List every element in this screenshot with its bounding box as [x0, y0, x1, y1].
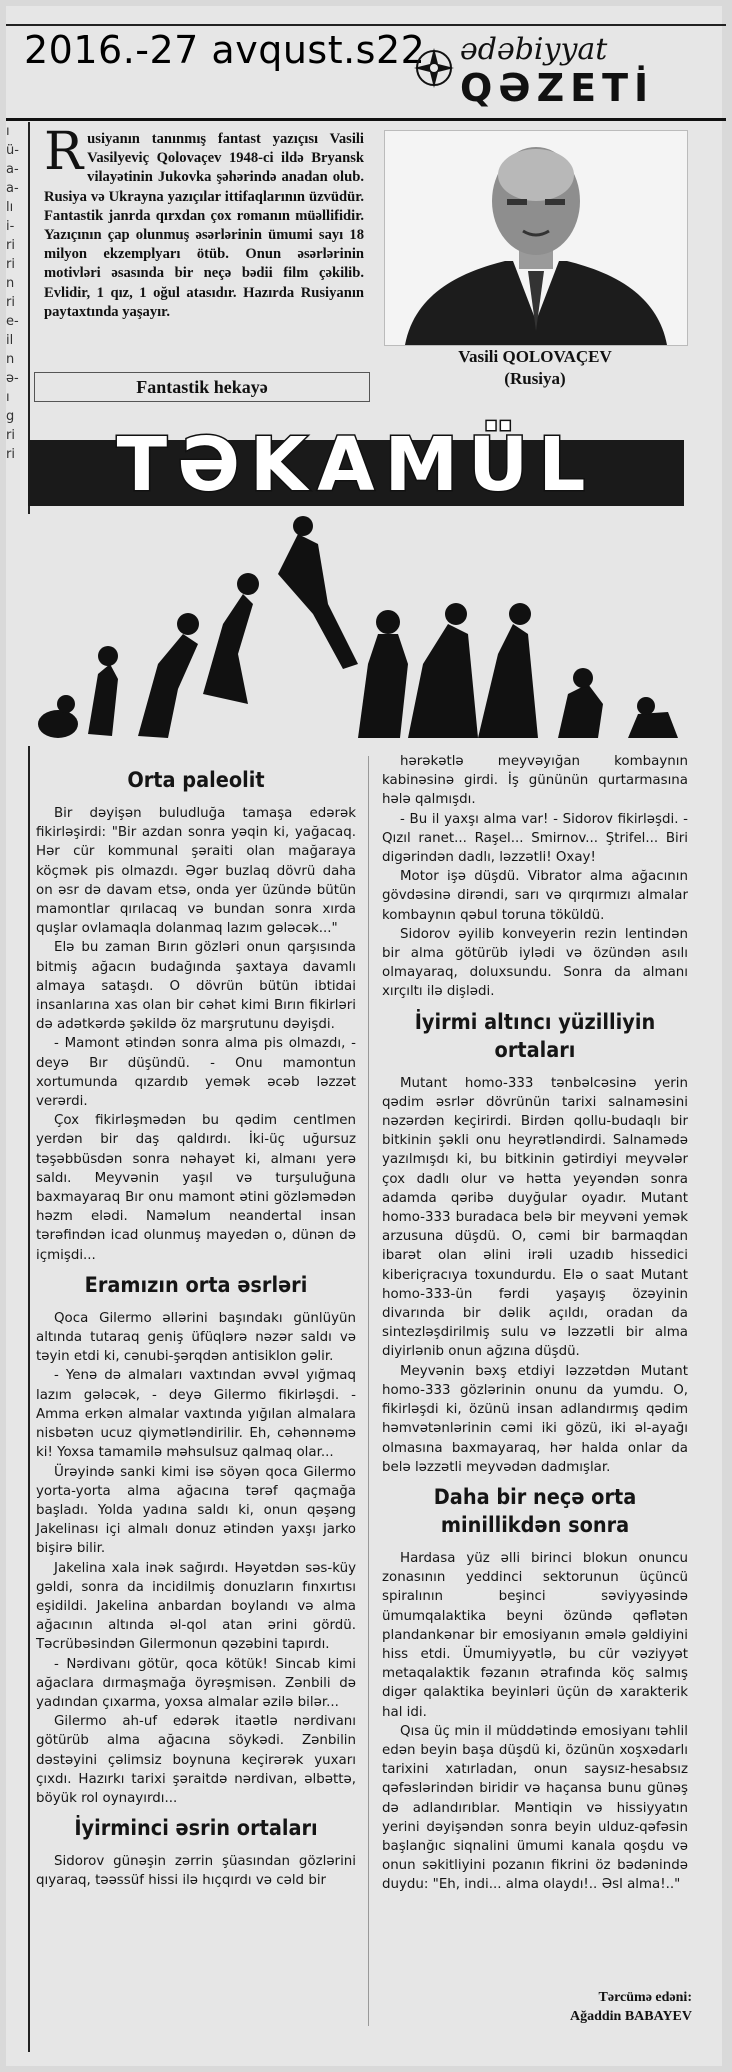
strip-fragment: e-: [6, 314, 19, 329]
paragraph: Qısa üç min il müddətində emosiyanı təhlil edən beyin başa düşdü ki, özünün xoşxədarlı tarixini xatırladan, onun saysız-hesabsız qəfəslərindən biridir və haçansa bunu günəş də adlandırıblar. Məntiqin və hissiyyatın yerini dəyişəndən sonra beyin ulduz-qəfəsin başlanğıc siqnalini ümumi kanala qoşdu və onun səkitliyini pozanın fikrini öz bədənində duydu: "Eh, indi... alma olaydı!.. Əsl alma!..": [382, 1723, 688, 1893]
strip-fragment: [6, 483, 28, 502]
strip-fragment: g: [6, 409, 15, 424]
paragraph: Jakelina xala inək sağırdı. Həyətdən səs-küy gəldi, sonra da incidilmiş donuzların fınxırtısı eşidildi. Jakelina anbardan boylandı və alma ağacının altında əl-qol atan ərini gördü. Təcrübəsindən Gilermonun qəzəbini tapırdı.: [36, 1560, 356, 1653]
paragraph: Gilermo ah-uf edərək itaətlə nərdivanı götürüb alma ağacına söykədi. Zənbilin dəstəyini çəlimsiz boynuna keçirərək yuxarı çıxdı. Hazırkı tarixi şəraitdə nərdivan, əlbəttə, böyük rol oynayırdı...: [36, 1714, 356, 1806]
strip-fragment: ı: [6, 390, 10, 405]
logo-top-text: ədəbiyyat: [460, 32, 608, 67]
translator-label: Tərcümə edəni:: [598, 1990, 692, 2005]
top-rule: [6, 24, 726, 26]
strip-fragment: ri: [6, 428, 15, 443]
strip-fragment: ri: [6, 447, 15, 462]
strip-fragment: lı: [6, 200, 14, 215]
header-rule: [6, 118, 726, 121]
paragraph: Motor işə düşdü. Vibrator alma ağacının gövdəsinə dirəndi, sarı və qırqırmızı almalar kombaynın qəbul toruna töküldü.: [382, 869, 688, 923]
strip-fragment: a-: [6, 181, 19, 196]
author-photo: [384, 130, 688, 346]
logo-bottom-text: QƏZETİ: [460, 66, 655, 110]
strip-fragment: ri: [6, 238, 15, 253]
strip-fragment: ri: [6, 295, 15, 310]
strip-fragment: n: [6, 276, 15, 291]
paragraph: Hardasa yüz əlli birinci blokun onuncu zonasının yeddinci sektorunun üçüncü spiralının beşinci səviyyəsində ümumqalaktika beyni özündə qəflətən plandankənar bir emosiyanın əmələ gəldiyini hiss etdi. Ümumiyyətlə, bu cür vəziyyət metaqalaktik fəzanın ətrafında köç salmış digər qalaktika beyinləri üçün də xarakterik hal idi.: [382, 1550, 688, 1720]
section-heading: Orta paleolit: [127, 768, 265, 792]
section-heading: İyirmi altıncı yüzilliyin ortaları: [414, 1009, 656, 1062]
star-compass-icon: [412, 46, 456, 90]
paragraph: Meyvənin bəxş etdiyi ləzzətdən Mutant homo-333 gözlərinin onunu da yumdu. O, fikirləşdi ki, özünü insan adlandırmış qədim həmvətənlərinin cəmi iki gözü, iki əl-ayağı olmasına baxmayaraq, hər halda onlar da belə ləzzətli meyvədən dadmışlar.: [382, 1363, 688, 1475]
paragraph: Sidorov əyilib konveyerin rezin lentindən bir alma götürüb iylədi və özündən asılı olmayaraq, doluxsundu. Sonra da almanı xırçıltı ilə dişlədi.: [382, 926, 688, 1000]
paragraph: Qoca Gilermo əllərini başındakı günlüyün altında tutaraq geniş üfüqlərə nəzər saldı və təyin etdi ki, cənubi-şərqdən antisiklon gəlir.: [36, 1310, 356, 1365]
strip-fragment: ü-: [6, 143, 19, 158]
paragraph: Bir dəyişən buludluğa tamaşa edərək fikirləşirdi: "Bir azdan sonra yəqin ki, yağacaq. Hər cür kommunal şəraiti olan mağaraya köçmək pis olmazdı. Əgər buzlaq dövrü daha on əsr də davam etsə, onda yer üzündə bütün mamontlar qırılacaq və bundan sonra xırda quşlar ovlamaqla dolanmaq lazım gələcək...": [36, 806, 356, 937]
paragraph: Çox fikirləşmədən bu qədim centlmen yerdən bir daş qaldırdı. İki-üç uğursuz təşəbbüsdən sonra nəhayət ki, almanı yerə saldı. Meyvənin yaşıl və turşuluğuna baxmayaraq Bır onu mamont ətini gözləmədən həzm elədi. Naməlum neandertal insan tərəfindən icad olunmuş mayedən o, dünən də içmişdi...: [36, 1113, 356, 1263]
paragraph: Sidorov günəşin zərrin şüasından gözlərini qıyaraq, təəssüf hissi ilə hıçqırdı və cəld bir: [36, 1854, 356, 1889]
bio-text: usiyanın tanınmış fantast yazıçısı Vasili Vasilyeviç Qolovaçev 1948-ci ildə Bryansk vilayətinin Jukovka şəhərində anadan olub. Rusiya və Ukrayna yazıçılar ittifaqlarının üzvüdür. Fantastik janrda qırxdan çox romanın müəllifidir. Yazıçının çap olunmuş əsərlərinin ümumi sayı 18 milyon ekzemplyarı ötüb. Onun əsərlərinin motivləri əsasında bir neçə bədii film çəkilib. Evlidir, 1 qız, 1 oğul atasıdır. Hazırda Rusiyanın paytaxtında yaşayır.: [44, 131, 364, 320]
paragraph: - Yenə də almaları vaxtından əvvəl yığmaq lazım gələcək, - deyə Gilermo fikirləşdi. - Amma erkən almalar vaxtında yığılan almalara nisbətən ucuz qiymətləndirilir. Eh, cəhənnəmə ki! Yoxsa tamamilə məhsulsuz qalmaq olar...: [36, 1368, 356, 1461]
paragraph: hərəkətlə meyvəyığan kombaynın kabinəsinə girdi. İş gününün qurtarmasına hələ qalmışdı.: [382, 754, 688, 808]
translator-credit: [520, 1988, 692, 2026]
author-bio: [44, 122, 364, 322]
strip-fragment: ri: [6, 257, 15, 272]
genre-label: Fantastik hekayə: [34, 372, 370, 402]
paragraph: Elə bu zaman Bırın gözləri onun qarşısında bitmiş ağacın budağında şaxtaya davamlı almaya sataşdı. O dövrün bütün ibtidai insanlarına xas olan bir cəhət kimi Bırın fikirləri də adətkərdə şəkildə öz marşrutunu dəyişdi.: [36, 940, 356, 1033]
strip-fragment: i-: [6, 219, 15, 234]
right-column: [382, 752, 688, 1895]
translator-name: Ağaddin BABAYEV: [569, 2009, 692, 2024]
paragraph: - Mamont ətindən sonra alma pis olmazdı, - deyə Bır düşündü. - Onu mamontun xortumunda qızardıb yemək əcəb ləzzət verərdi.: [36, 1036, 356, 1110]
paragraph: Ürəyində sanki kimi isə söyən qoca Gilermo yorta-yorta alma ağacına tərəf qaçmağa başladı. Yolda yadına saldı ki, onun qəşəng Jakelinası içi almalı donuz ətindən yaxşı jarko bişirə bilir.: [36, 1464, 356, 1557]
strip-fragment: a-: [6, 162, 19, 177]
date-stamp: 2016.-27 avqust.s22: [24, 28, 426, 72]
column-divider: [368, 756, 369, 2026]
paragraph: Mutant homo-333 tənbəlcəsinə yerin qədim əsrlər dövrünün tarixi salnaməsini nəzərdən keçirirdi. Birdən qollu-budaqlı bir bitkinin şəkli onu heyrətləndirdi. Salnamədə yazılmışdı ki, bu bitkinin gətirdiyi meyvələr çox dadlı olur və hətta yeyəndən sonra adamda qəribə duyğular oyadır. Mutant homo-333 buradaca belə bir meyvəni yemək arzusuna düşdü. O, cəmi bir barmaqdan ibarət olan əlini irəli uzadıb hissedici kiberiçracıya toxundurdu. Elə o saat Mutant homo-333-ün fərdi yaşayış özəyinin divarında bir dəlik açıldı, oradan da sintezləşdirilmiş sulu və ləzzətli bir alma diyirlənib onun ağzına düşdü.: [382, 1075, 688, 1360]
section-heading: İyirminci əsrin ortaları: [74, 1816, 318, 1841]
section-heading: Daha bir neçə orta minillikdən sonra: [433, 1484, 637, 1537]
story-title-banner: [28, 410, 684, 510]
paragraph: - Bu il yaxşı alma var! - Sidorov fikirləşdi. - Qızıl ranet... Raşel... Smirnov... Ştrifel... Biri digərindən dadlı, ləzzətli! Oxay!: [382, 811, 688, 866]
story-title: TƏKAMÜL: [116, 422, 596, 508]
strip-fragment: [6, 464, 28, 483]
masthead-logo: [412, 32, 655, 112]
strip-fragment: n: [6, 352, 15, 367]
drop-cap: R: [44, 122, 84, 182]
author-name: Vasili QOLOVAÇEV: [458, 347, 612, 366]
section-heading: Eramızın orta əsrləri: [84, 1272, 308, 1297]
paragraph: - Nərdivanı götür, qoca kötük! Sincab kimi ağaclara dırmaşmağa öyrəşmisən. Zənbili də yadından çıxarma, yoxsa almalar əzilə bilər...: [36, 1656, 356, 1710]
left-column: [36, 760, 356, 1891]
evolution-illustration: [28, 514, 684, 746]
photo-caption: [384, 346, 686, 390]
author-country: (Rusiya): [504, 369, 566, 388]
strip-fragment: ı: [6, 124, 10, 139]
strip-fragment: ə-: [6, 371, 19, 386]
strip-fragment: il: [6, 333, 14, 348]
previous-article-strip: [6, 122, 30, 2052]
